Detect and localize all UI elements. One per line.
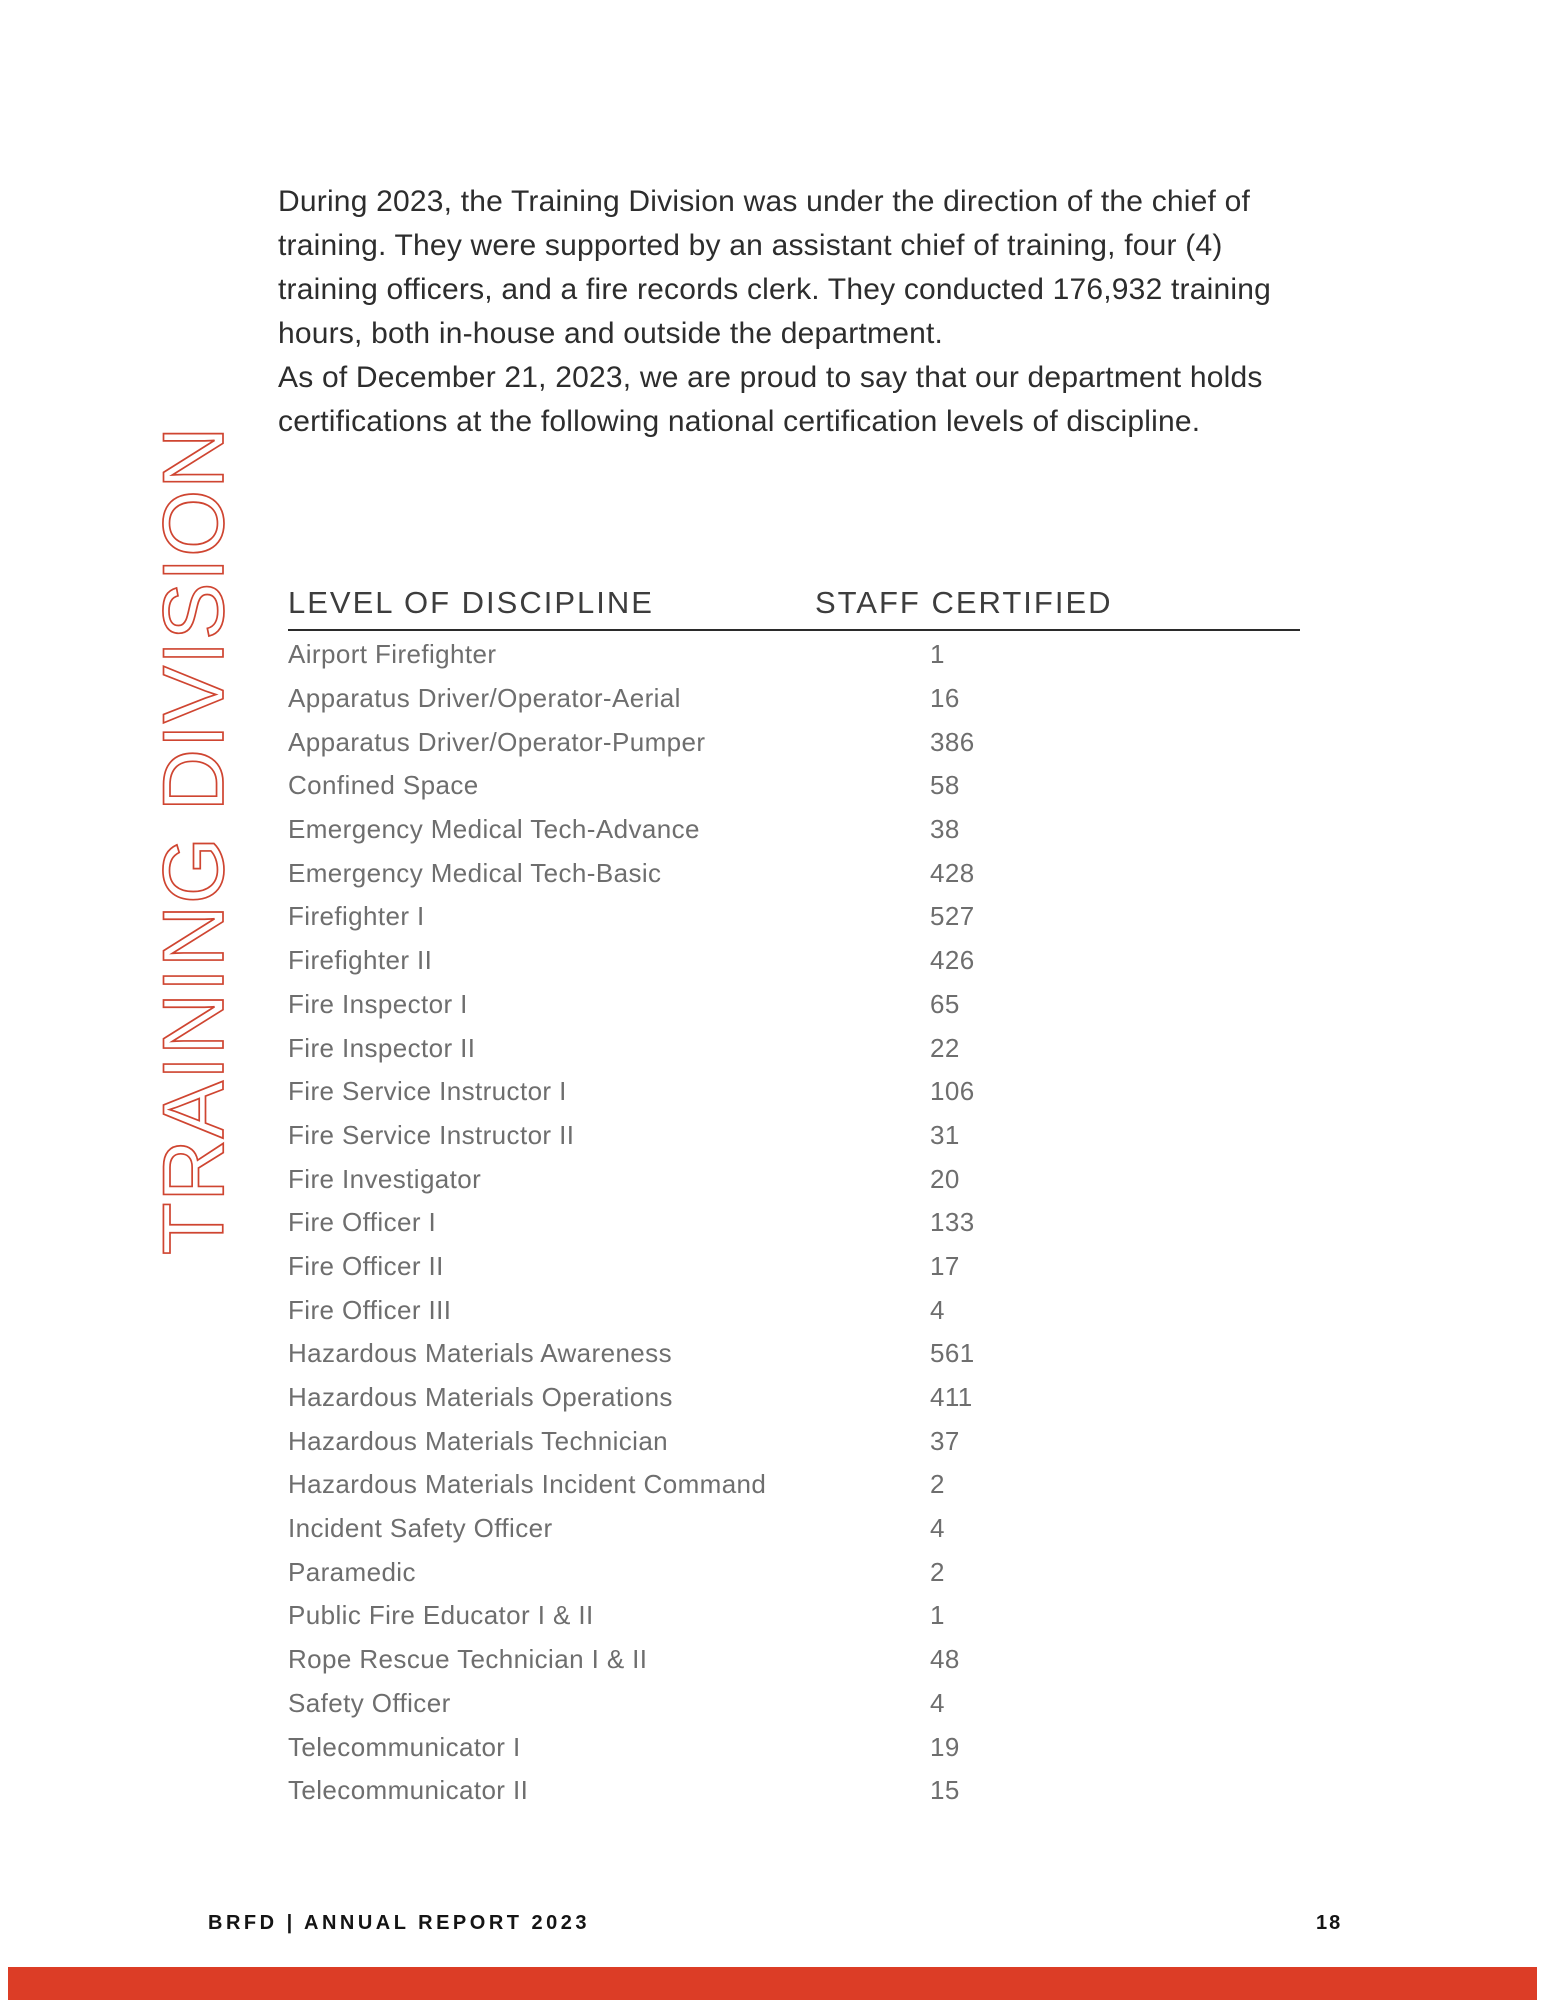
- discipline-name: Fire Service Instructor I: [288, 1076, 567, 1107]
- staff-certified-count: 1: [930, 639, 945, 670]
- table-row: [288, 1157, 1300, 1201]
- discipline-name: Paramedic: [288, 1556, 416, 1587]
- table-row: [288, 1507, 1300, 1551]
- discipline-name: Emergency Medical Tech-Advance: [288, 814, 700, 845]
- discipline-name: Apparatus Driver/Operator-Aerial: [288, 683, 681, 714]
- staff-certified-count: 38: [930, 814, 960, 845]
- table-row: [288, 1070, 1300, 1114]
- certification-table: [288, 585, 1300, 1813]
- table-row: [288, 1332, 1300, 1376]
- staff-certified-count: 15: [930, 1775, 960, 1806]
- table-row: [288, 1550, 1300, 1594]
- discipline-name: Hazardous Materials Awareness: [288, 1338, 672, 1369]
- footer-report-title: BRFD | ANNUAL REPORT 2023: [208, 1912, 591, 1934]
- staff-certified-count: 4: [930, 1513, 945, 1544]
- discipline-name: Airport Firefighter: [288, 639, 497, 670]
- discipline-name: Public Fire Educator I & II: [288, 1600, 594, 1631]
- footer-page-number: 18: [1316, 1912, 1343, 1934]
- table-row: [288, 720, 1300, 764]
- discipline-name: Firefighter II: [288, 945, 433, 976]
- table-row: [288, 764, 1300, 808]
- table-row: [288, 1245, 1300, 1289]
- table-row: [288, 1725, 1300, 1769]
- staff-certified-count: 16: [930, 683, 960, 714]
- staff-certified-count: 411: [930, 1382, 973, 1413]
- staff-certified-count: 527: [930, 901, 975, 932]
- discipline-name: Incident Safety Officer: [288, 1513, 553, 1544]
- table-row: [288, 1638, 1300, 1682]
- table-row: [288, 808, 1300, 852]
- table-row: [288, 1376, 1300, 1420]
- column-header-staff-certified: STAFF CERTIFIED: [815, 585, 1113, 620]
- intro-paragraph-1: During 2023, the Training Division was under the direction of the chief of training. They were supported by an assistant chief of training, four (4) training officers, and a fire records clerk. They conducted 176,932 training hours, both in-house and outside the department.: [278, 185, 1271, 350]
- table-row: [288, 1682, 1300, 1726]
- staff-certified-count: 133: [930, 1207, 975, 1238]
- table-row: [288, 1026, 1300, 1070]
- table-row: [288, 851, 1300, 895]
- column-header-level-of-discipline: LEVEL OF DISCIPLINE: [288, 585, 654, 620]
- staff-certified-count: 48: [930, 1644, 960, 1675]
- discipline-name: Emergency Medical Tech-Basic: [288, 857, 662, 888]
- table-row: [288, 1201, 1300, 1245]
- discipline-name: Fire Officer II: [288, 1250, 444, 1281]
- discipline-name: Fire Officer I: [288, 1207, 437, 1238]
- table-row: [288, 1419, 1300, 1463]
- table-row: [288, 1594, 1300, 1638]
- discipline-name: Firefighter I: [288, 901, 425, 932]
- staff-certified-count: 426: [930, 945, 975, 976]
- discipline-name: Confined Space: [288, 770, 479, 801]
- staff-certified-count: 31: [930, 1119, 960, 1150]
- staff-certified-count: 20: [930, 1163, 960, 1194]
- staff-certified-count: 386: [930, 726, 975, 757]
- table-header: [288, 585, 1300, 621]
- staff-certified-count: 19: [930, 1731, 960, 1762]
- table-row: [288, 939, 1300, 983]
- table-row: [288, 1463, 1300, 1507]
- footer-accent-bar: [8, 1967, 1537, 2000]
- section-title-vertical: TRAINING DIVISION: [146, 425, 242, 1255]
- table-row: [288, 677, 1300, 721]
- staff-certified-count: 428: [930, 857, 975, 888]
- staff-certified-count: 1: [930, 1600, 945, 1631]
- staff-certified-count: 58: [930, 770, 960, 801]
- staff-certified-count: 4: [930, 1294, 945, 1325]
- discipline-name: Fire Inspector I: [288, 988, 468, 1019]
- table-row: [288, 1114, 1300, 1158]
- discipline-name: Telecommunicator I: [288, 1731, 521, 1762]
- intro-text: [278, 180, 1293, 444]
- staff-certified-count: 2: [930, 1469, 945, 1500]
- discipline-name: Fire Officer III: [288, 1294, 452, 1325]
- discipline-name: Safety Officer: [288, 1687, 451, 1718]
- discipline-name: Apparatus Driver/Operator-Pumper: [288, 726, 706, 757]
- discipline-table-body: [288, 633, 1300, 1813]
- table-row: [288, 633, 1300, 677]
- table-row: [288, 895, 1300, 939]
- table-row: [288, 1288, 1300, 1332]
- discipline-name: Hazardous Materials Incident Command: [288, 1469, 767, 1500]
- discipline-name: Rope Rescue Technician I & II: [288, 1644, 648, 1675]
- staff-certified-count: 17: [930, 1250, 960, 1281]
- discipline-name: Fire Investigator: [288, 1163, 482, 1194]
- intro-paragraph-2: As of December 21, 2023, we are proud to say that our department holds certifications at the following national certification levels of discipline.: [278, 361, 1263, 438]
- staff-certified-count: 22: [930, 1032, 960, 1063]
- table-row: [288, 983, 1300, 1027]
- staff-certified-count: 65: [930, 988, 960, 1019]
- discipline-name: Fire Inspector II: [288, 1032, 476, 1063]
- discipline-name: Hazardous Materials Technician: [288, 1425, 669, 1456]
- staff-certified-count: 37: [930, 1425, 960, 1456]
- staff-certified-count: 106: [930, 1076, 975, 1107]
- discipline-name: Fire Service Instructor II: [288, 1119, 575, 1150]
- staff-certified-count: 2: [930, 1556, 945, 1587]
- header-underline: [288, 629, 1300, 631]
- staff-certified-count: 4: [930, 1687, 945, 1718]
- discipline-name: Hazardous Materials Operations: [288, 1382, 673, 1413]
- discipline-name: Telecommunicator II: [288, 1775, 529, 1806]
- table-row: [288, 1769, 1300, 1813]
- staff-certified-count: 561: [930, 1338, 975, 1369]
